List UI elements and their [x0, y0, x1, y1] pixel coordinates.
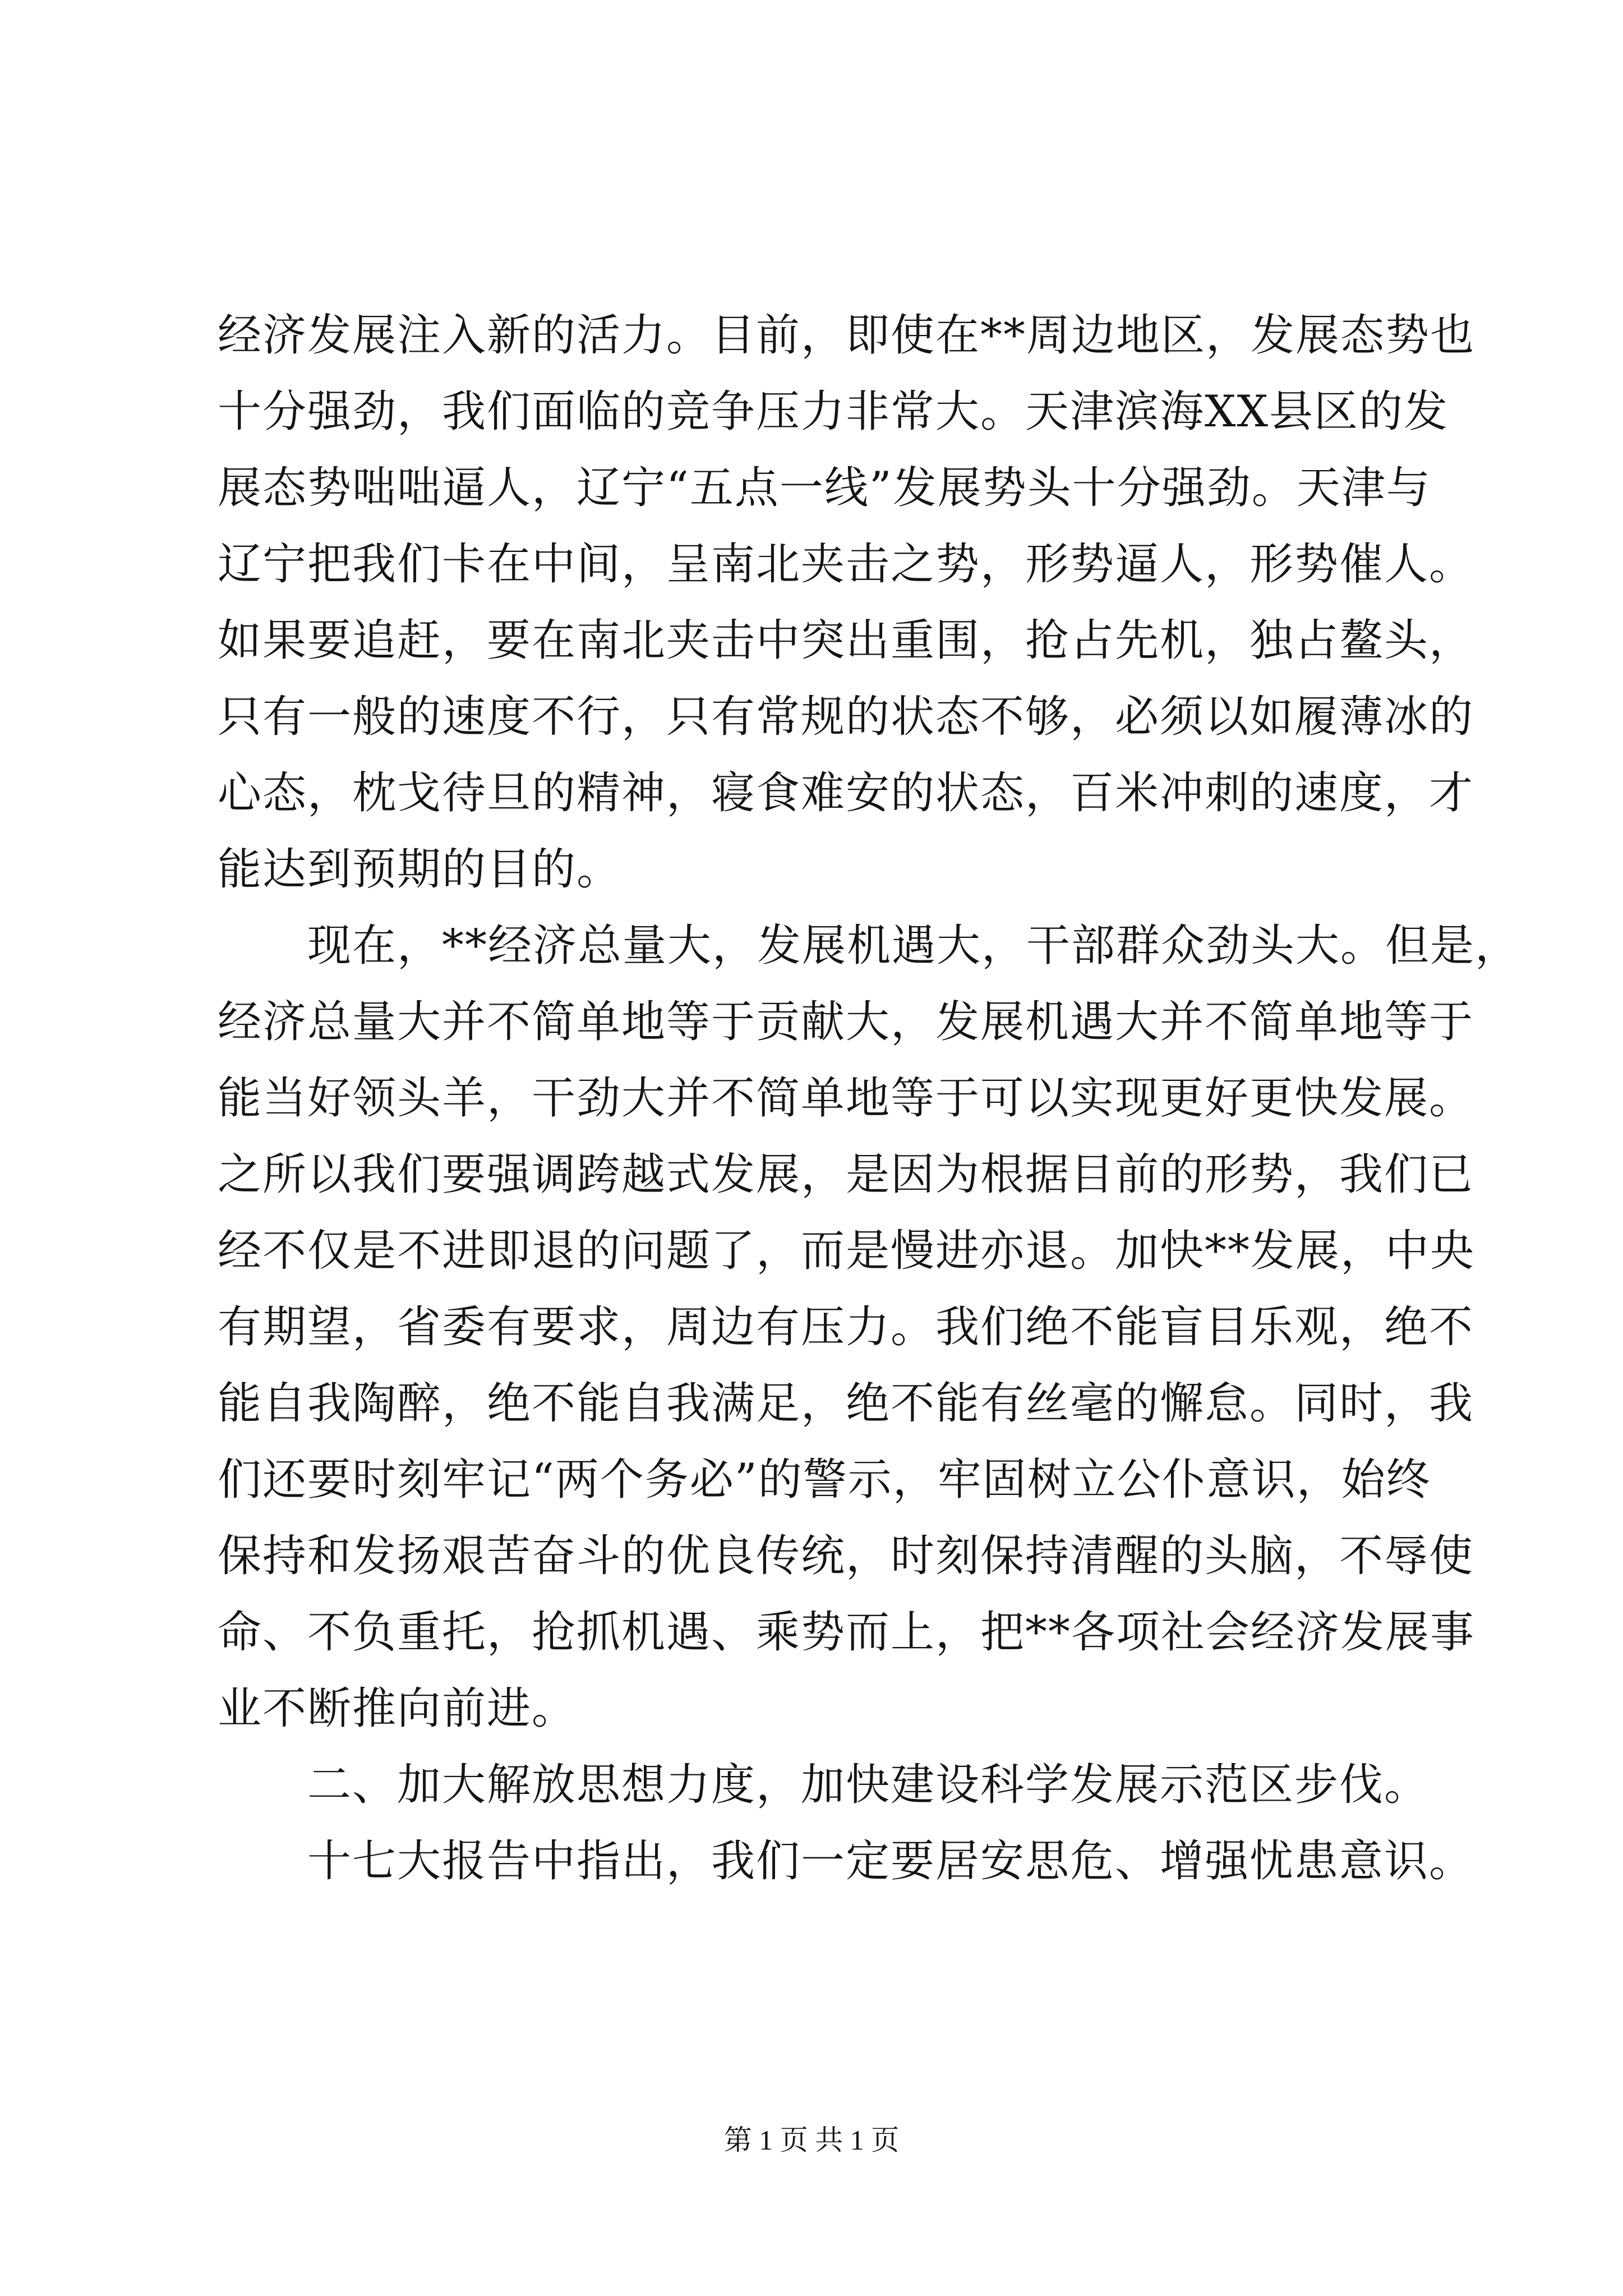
text-line: 有期望，省委有要求，周边有压力。我们绝不能盲目乐观，绝不	[218, 1302, 1474, 1352]
text-line: 经济发展注入新的活力。目前，即使在**周边地区，发展态势也	[218, 310, 1476, 361]
text-line: 展态势咄咄逼人，辽宁“五点一线”发展势头十分强劲。天津与	[218, 463, 1431, 513]
text-line: 如果要追赶，要在南北夹击中突出重围，抢占先机，独占鳌头，	[218, 615, 1474, 666]
text-line: 保持和发扬艰苦奋斗的优良传统，时刻保持清醒的头脑，不辱使	[218, 1531, 1474, 1581]
text-line: 命、不负重托，抢抓机遇、乘势而上，把**各项社会经济发展事	[218, 1607, 1476, 1658]
text-line: 业不断推向前进。	[218, 1683, 577, 1734]
text-line: 经不仅是不进即退的问题了，而是慢进亦退。加快**发展，中央	[218, 1226, 1476, 1276]
section-heading: 二、加大解放思想力度，加快建设科学发展示范区步伐。	[307, 1760, 1430, 1810]
text-line: 辽宁把我们卡在中间，呈南北夹击之势，形势逼人，形势催人。	[218, 539, 1474, 590]
text-line: 之所以我们要强调跨越式发展，是因为根据目前的形势，我们已	[218, 1149, 1474, 1200]
page-footer: 第 1 页 共 1 页	[723, 2124, 900, 2156]
paragraph-first-line: 现在，**经济总量大，发展机遇大，干部群众劲头大。但是，	[307, 921, 1520, 971]
text-line: 经济总量大并不简单地等于贡献大，发展机遇大并不简单地等于	[218, 997, 1474, 1047]
text-line: 心态，枕戈待旦的精神，寝食难安的状态，百米冲刺的速度，才	[218, 768, 1474, 818]
text-line: 能自我陶醉，绝不能自我满足，绝不能有丝毫的懈怠。同时，我	[218, 1378, 1474, 1429]
text-line: 能当好领头羊，干劲大并不简单地等于可以实现更好更快发展。	[218, 1073, 1474, 1124]
text-line: 能达到预期的目的。	[218, 844, 622, 895]
text-line: 十分强劲，我们面临的竞争压力非常大。天津滨海XX县区的发	[218, 386, 1449, 437]
text-line: 只有一般的速度不行，只有常规的状态不够，必须以如履薄冰的	[218, 692, 1474, 742]
body-text	[218, 297, 1520, 1899]
paragraph-first-line: 十七大报告中指出，我们一定要居安思危、增强忧患意识。	[307, 1836, 1474, 1887]
text-line: 们还要时刻牢记“两个务必”的警示，牢固树立公仆意识，始终	[218, 1455, 1431, 1505]
